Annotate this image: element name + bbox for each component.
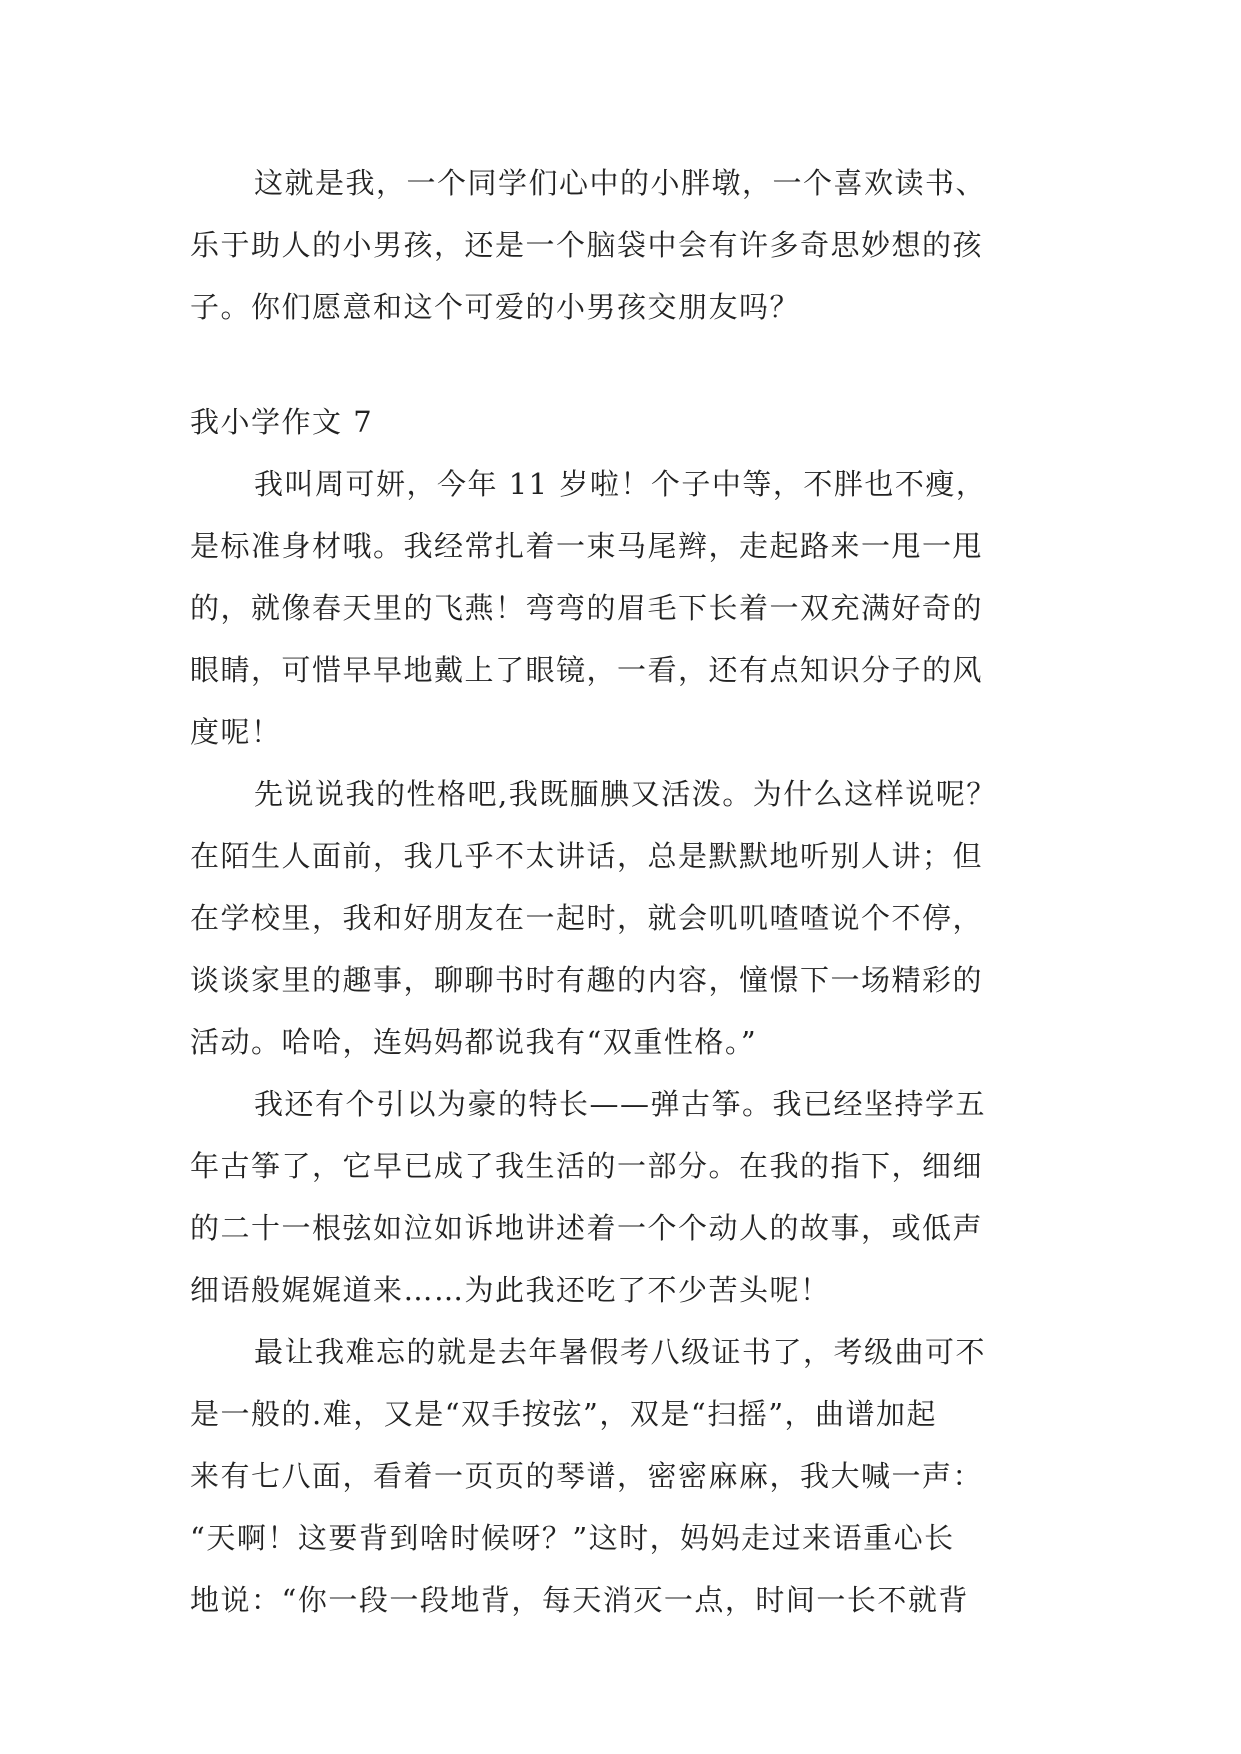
text-line: 是一般的.难，又是“双手按弦”，双是“扫摇”，曲谱加起 [190, 1397, 938, 1431]
text-line: 细语般娓娓道来……为此我还吃了不少苦头呢！ [190, 1273, 831, 1307]
text-line: 的，就像春天里的飞燕！弯弯的眉毛下长着一双充满好奇的 [190, 591, 984, 625]
text-line: 乐于助人的小男孩，还是一个脑袋中会有许多奇思妙想的孩 [190, 228, 984, 262]
text-line: 活动。哈哈，连妈妈都说我有“双重性格。” [190, 1025, 758, 1059]
text-line: 来有七八面，看着一页页的琴谱，密密麻麻，我大喊一声： [190, 1459, 984, 1493]
text-line: 度呢！ [190, 715, 282, 749]
text-line: “天啊！这要背到啥时候呀？”这时，妈妈走过来语重心长 [190, 1521, 955, 1555]
text-line: 在学校里，我和好朋友在一起时，就会叽叽喳喳说个不停， [190, 901, 984, 935]
text-line: 最让我难忘的就是去年暑假考八级证书了，考级曲可不 [254, 1335, 987, 1369]
text-line: 这就是我，一个同学们心中的小胖墩，一个喜欢读书、 [254, 166, 987, 200]
text-line: 地说：“你一段一段地背，每天消灭一点，时间一长不就背 [190, 1583, 969, 1617]
text-line: 谈谈家里的趣事，聊聊书时有趣的内容，憧憬下一场精彩的 [190, 963, 984, 997]
text-line: 在陌生人面前，我几乎不太讲话，总是默默地听别人讲；但 [190, 839, 984, 873]
text-line: 眼睛，可惜早早地戴上了眼镜，一看，还有点知识分子的风 [190, 653, 984, 687]
text-line: 的二十一根弦如泣如诉地讲述着一个个动人的故事，或低声 [190, 1211, 984, 1245]
text-line: 先说说我的性格吧,我既腼腆又活泼。为什么这样说呢？ [254, 777, 997, 811]
text-line: 我还有个引以为豪的特长——弹古筝。我已经坚持学五 [254, 1087, 987, 1121]
text-line: 年古筝了，它早已成了我生活的一部分。在我的指下，细细 [190, 1149, 984, 1183]
text-line: 我叫周可妍，今年 11 岁啦！个子中等，不胖也不瘦， [254, 467, 987, 501]
text-line: 子。你们愿意和这个可爱的小男孩交朋友吗？ [190, 290, 801, 324]
section-heading: 我小学作文 7 [190, 405, 374, 439]
text-line: 是标准身材哦。我经常扎着一束马尾辫，走起路来一甩一甩 [190, 529, 984, 563]
